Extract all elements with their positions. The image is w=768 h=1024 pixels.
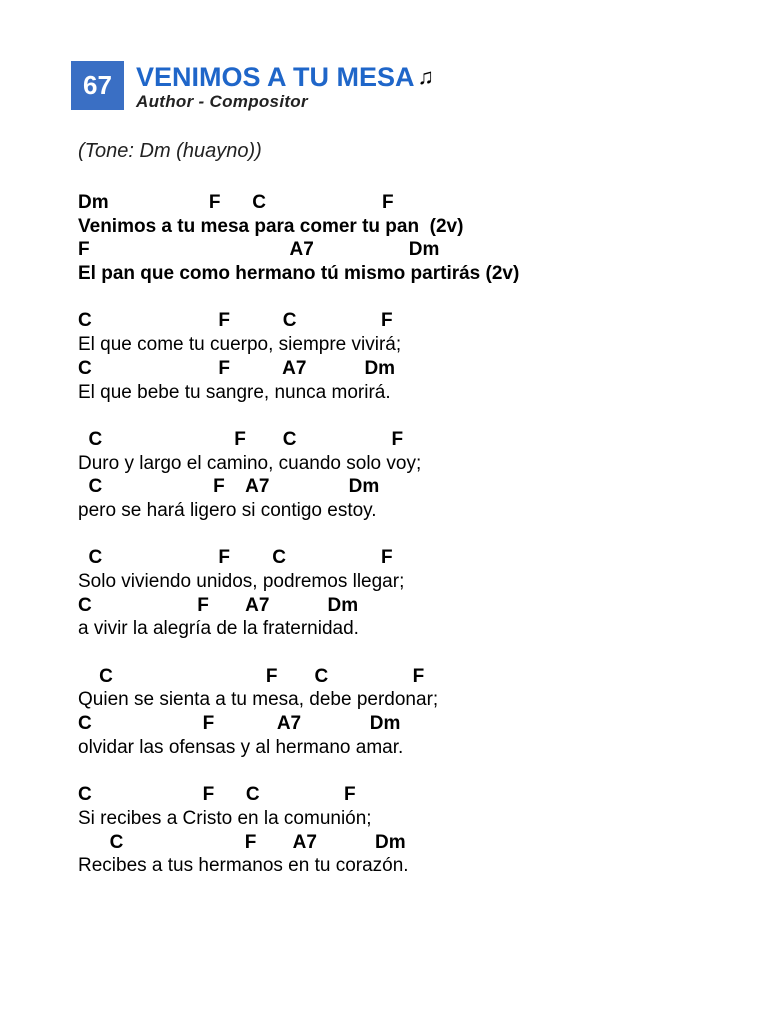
song-number-badge <box>71 61 124 110</box>
chord-line: C F A7 Dm <box>78 831 406 853</box>
lyric-line: Quien se sienta a tu mesa, debe perdonar; <box>78 689 439 711</box>
lyric-line: Recibes a tus hermanos en tu corazón. <box>78 855 409 877</box>
stanza <box>78 783 519 878</box>
lyric-line: El que come tu cuerpo, siempre vivirá; <box>78 334 402 356</box>
stanza <box>78 546 519 641</box>
title-row <box>136 60 434 94</box>
song-body <box>78 191 519 902</box>
chord-line: F A7 Dm <box>78 239 440 261</box>
chord-line: Dm F C F <box>78 192 394 213</box>
song-number: 67 <box>83 70 112 100</box>
song-author: Author - Compositor <box>136 92 308 111</box>
lyric-line: Duro y largo el camino, cuando solo voy; <box>78 452 422 474</box>
lyric-line: El que bebe tu sangre, nunca morirá. <box>78 381 391 403</box>
chord-line: C F A7 Dm <box>78 476 380 498</box>
song-tone: (Tone: Dm (huayno)) <box>78 140 262 162</box>
stanza <box>78 191 519 286</box>
chord-line: C F C F <box>78 784 356 806</box>
chord-line: C F A7 Dm <box>78 357 396 379</box>
lyric-line: Solo viviendo unidos, podremos llegar; <box>78 571 405 592</box>
stanza <box>78 665 519 760</box>
chord-line: C F C F <box>78 665 425 687</box>
music-note-icon: ♫ <box>417 64 435 89</box>
lyric-line: Venimos a tu mesa para comer tu pan (2v) <box>78 215 464 237</box>
chord-line: C F C F <box>78 310 393 332</box>
lyric-line: Si recibes a Cristo en la comunión; <box>78 807 372 829</box>
chord-line: C F C F <box>78 428 404 450</box>
chord-line: C F A7 Dm <box>78 713 401 735</box>
chord-line: C F C F <box>78 547 393 569</box>
song-title: VENIMOS A TU MESA <box>136 62 415 92</box>
stanza <box>78 309 519 404</box>
stanza <box>78 428 519 523</box>
chord-line: C F A7 Dm <box>78 594 359 616</box>
lyric-line: a vivir la alegría de la fraternidad. <box>78 618 359 640</box>
lyric-line: pero se hará ligero si contigo estoy. <box>78 499 377 521</box>
lyric-line: El pan que como hermano tú mismo partirás (2v) <box>78 263 520 285</box>
lyric-line: olvidar las ofensas y al hermano amar. <box>78 736 404 758</box>
